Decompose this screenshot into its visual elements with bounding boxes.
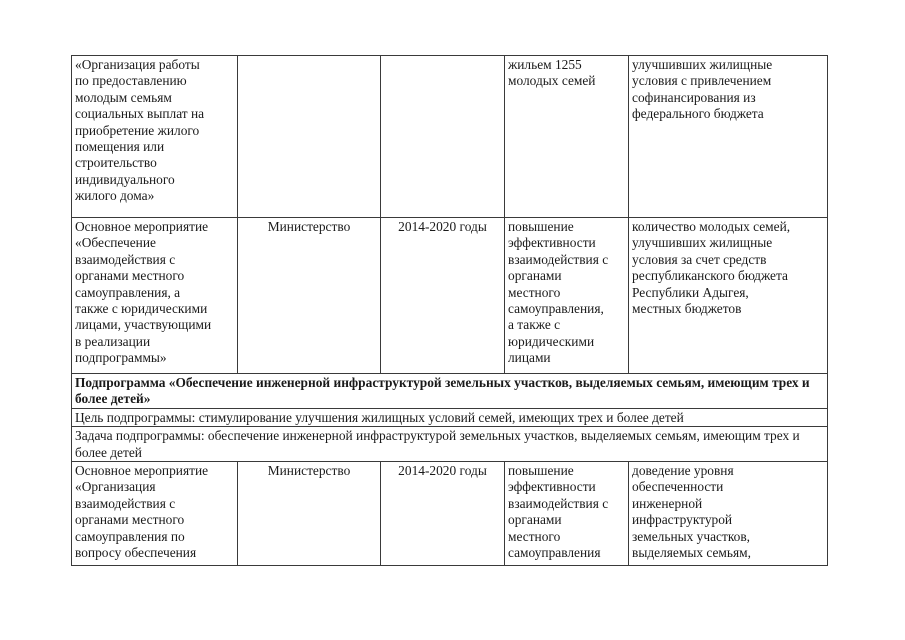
indicator: улучшивших жилищные условия с привлечением софинансирования из федерального бюджета	[632, 57, 773, 122]
table-cell	[381, 218, 505, 374]
table-row	[72, 56, 828, 218]
subprogram-title: Подпрограмма «Обеспечение инженерной инфраструктурой земельных участков, выделяемых семьям, имеющим трех и более детей»	[72, 374, 828, 409]
measure-name: «Организация работы по предоставлению молодым семьям социальных выплат на приобретение жилого помещения или строительство индивидуального жилого дома»	[75, 57, 205, 204]
table-cell	[505, 462, 629, 566]
subprogram-task-row	[72, 427, 828, 462]
responsible-executor: Министерство	[267, 219, 351, 234]
table-cell	[72, 462, 238, 566]
subprogram-goal: Цель подпрограммы: стимулирование улучшения жилищных условий семей, имеющих трех и более детей	[72, 408, 828, 426]
table-cell	[505, 56, 629, 218]
table-cell	[238, 462, 381, 566]
measures-table	[71, 55, 828, 566]
document-page	[71, 55, 827, 566]
table-cell	[238, 56, 381, 218]
expected-result: повышение эффективности взаимодействия с органами местного самоуправления	[508, 463, 609, 561]
measure-name: Основное мероприятие «Организация взаимодействия с органами местного самоуправления по вопросу обеспечения	[75, 463, 209, 561]
table-cell	[629, 462, 828, 566]
measure-name: Основное мероприятие «Обеспечение взаимодействия с органами местного самоуправления, а также с юридическими лицами, участвующими в реализации подпрограммы»	[75, 219, 212, 366]
implementation-period: 2014-2020 годы	[398, 463, 487, 479]
table-cell	[629, 56, 828, 218]
subprogram-goal-row	[72, 408, 828, 426]
table-cell	[381, 56, 505, 218]
table-cell	[505, 218, 629, 374]
table-cell	[72, 218, 238, 374]
responsible-executor: Министерство	[267, 463, 351, 479]
indicator: доведение уровня обеспеченности инженерной инфраструктурой земельных участков, выделяемых семьям,	[632, 463, 751, 561]
table-row	[72, 218, 828, 374]
implementation-period: 2014-2020 годы	[398, 219, 487, 234]
expected-result: повышение эффективности взаимодействия с органами местного самоуправления, а также с юридическими лицами	[508, 219, 609, 366]
table-row	[72, 462, 828, 566]
table-cell	[72, 56, 238, 218]
indicator: количество молодых семей, улучшивших жилищные условия за счет средств республиканского бюджета Республики Адыгея, местных бюджетов	[632, 219, 791, 317]
expected-result: жильем 1255 молодых семей	[508, 57, 596, 89]
table-cell	[381, 462, 505, 566]
subprogram-title-row	[72, 374, 828, 409]
subprogram-task: Задача подпрограммы: обеспечение инженерной инфраструктурой земельных участков, выделяемых семьям, имеющим трех и более детей	[72, 427, 828, 462]
table-cell	[629, 218, 828, 374]
table-cell	[238, 218, 381, 374]
